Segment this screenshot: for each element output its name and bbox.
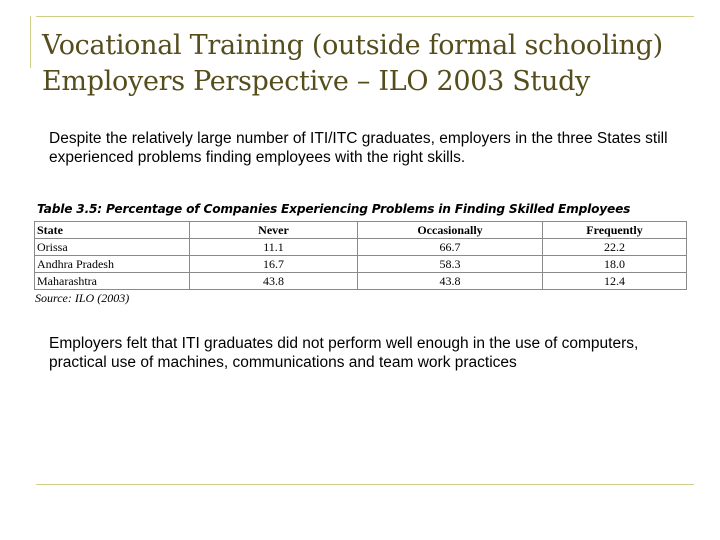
table-figure [34, 201, 689, 306]
header-state: State [35, 222, 190, 239]
header-frequently: Frequently [543, 222, 687, 239]
header-occasionally: Occasionally [358, 222, 543, 239]
cell-occasionally: 58.3 [358, 256, 543, 273]
cell-frequently: 18.0 [543, 256, 687, 273]
table-row [35, 239, 687, 256]
slide-title [42, 28, 692, 100]
cell-never: 16.7 [190, 256, 358, 273]
cell-occasionally: 66.7 [358, 239, 543, 256]
intro-paragraph: Despite the relatively large number of ITI/ITC graduates, employers in the three States still experienced problems finding employees with the right skills. [49, 130, 668, 166]
cell-occasionally: 43.8 [358, 273, 543, 290]
table-caption: Table 3.5: Percentage of Companies Experiencing Problems in Finding Skilled Employees [37, 202, 631, 216]
bottom-rule [36, 484, 694, 485]
top-rule [36, 16, 694, 17]
cell-state: Andhra Pradesh [35, 256, 190, 273]
cell-state: Maharashtra [35, 273, 190, 290]
conclusion-paragraph: Employers felt that ITI graduates did not perform well enough in the use of computers, practical use of machines, communications and team work practices [49, 335, 639, 371]
cell-state: Orissa [35, 239, 190, 256]
left-rule [30, 16, 31, 68]
title-line-1: Vocational Training (outside formal schooling) [42, 30, 663, 61]
cell-never: 43.8 [190, 273, 358, 290]
header-never: Never [190, 222, 358, 239]
table-source: Source: ILO (2003) [35, 291, 130, 305]
title-line-2: Employers Perspective – ILO 2003 Study [42, 66, 591, 97]
problems-table [34, 221, 687, 290]
cell-frequently: 12.4 [543, 273, 687, 290]
cell-frequently: 22.2 [543, 239, 687, 256]
cell-never: 11.1 [190, 239, 358, 256]
table-header-row [35, 222, 687, 239]
table-row [35, 256, 687, 273]
table-row [35, 273, 687, 290]
